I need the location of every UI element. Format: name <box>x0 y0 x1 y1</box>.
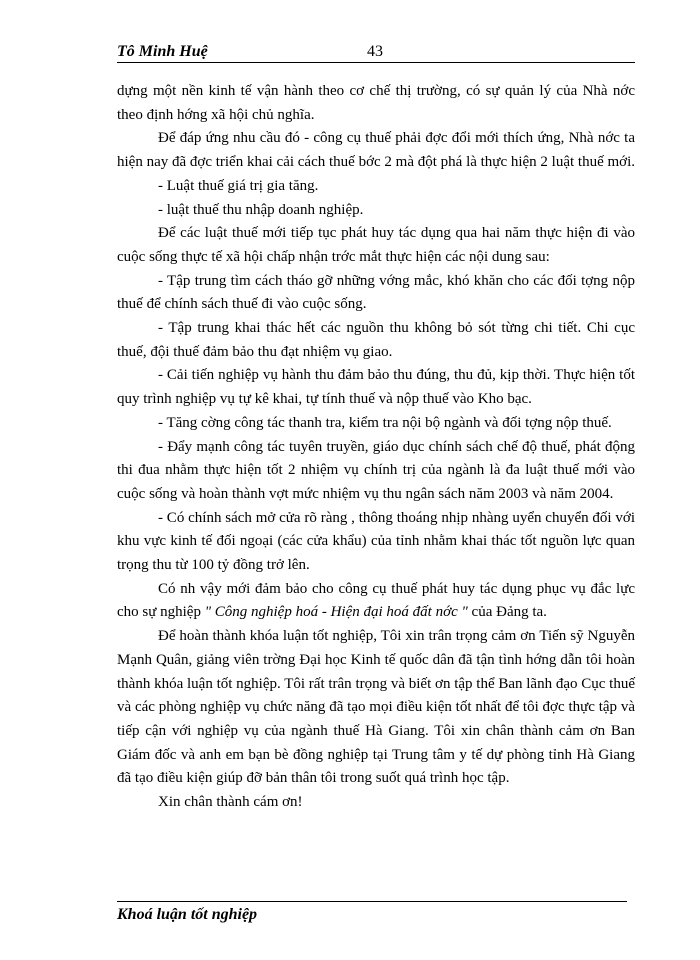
paragraph-acknowledgement: Để hoàn thành khóa luận tốt nghiệp, Tôi xin trân trọng cảm ơn Tiến sỹ Nguyễn Mạnh Quân, giảng viên trờng Đại học Kinh tế quốc dân đã tận tình hớng dẫn tôi hoàn thành khóa luận tốt nghiệp. Tôi rất trân trọng và biết ơn tập thể Ban lãnh đạo Cục thuế và các phòng nghiệp vụ chức năng đã tạo mọi điều kiện tốt nhất để tôi đợc thực tập và tiếp cận với nghiệp vụ của ngành thuế Hà Giang. Tôi xin chân thành cảm ơn Ban Giám đốc và anh em bạn bè đồng nghiệp tại Trung tâm y tế dự phòng tỉnh Hà Giang đã tạo điều kiện giúp đỡ bản thân tôi trong suốt quá trình học tập. <box>117 628 635 787</box>
paragraph-8: - Cải tiến nghiệp vụ hành thu đảm bảo thu đúng, thu đủ, kịp thời. Thực hiện tốt quy trình nghiệp vụ tự kê khai, tự tính thuế và nộp thuế vào Kho bạc. <box>117 367 635 408</box>
paragraph-4: - luật thuế thu nhập doanh nghiệp. <box>158 201 364 218</box>
paragraph-2: Để đáp ứng nhu cầu đó - công cụ thuế phải đợc đổi mới thích ứng, Nhà nớc ta hiện nay đã đợc triển khai cải cách thuế bớc 2 mà đột phá là thực hiện 2 luật thuế mới. <box>117 130 636 171</box>
paragraph-1: dựng một nền kinh tế vận hành theo cơ chế thị trường, có sự quản lý của Nhà nớc theo định hớng xã hội chủ nghĩa. <box>117 83 635 123</box>
page-number: 43 <box>367 43 383 60</box>
document-body <box>117 80 635 815</box>
paragraph-11: - Có chính sách mở cửa rõ ràng , thông thoáng nhịp nhàng uyển chuyển đối với khu vực kinh tế đối ngoại (các cửa khẩu) của tỉnh nhằm khai thác tốt nguồn lực quan trọng thu từ 100 tỷ đồng trở lên. <box>117 509 635 574</box>
quote-italic: " Công nghiệp hoá - Hiện đại hoá đất nớc " <box>204 604 468 621</box>
footer-text: Khoá luận tốt nghiệp <box>117 906 258 923</box>
page-footer <box>117 901 627 923</box>
paragraph-5: Để các luật thuế mới tiếp tục phát huy tác dụng qua hai năm thực hiện đi vào cuộc sống thực tế xã hội chấp nhận trớc mắt thực hiện các nội dung sau: <box>117 225 635 265</box>
paragraph-9: - Tăng cờng công tác thanh tra, kiểm tra nội bộ ngành và đối tợng nộp thuế. <box>158 414 612 431</box>
quote-after: của Đảng ta. <box>467 604 547 621</box>
paragraph-3: - Luật thuế giá trị gia tăng. <box>158 177 319 194</box>
paragraph-thanks: Xin chân thành cám ơn! <box>158 794 303 811</box>
paragraph-6: - Tập trung tìm cách tháo gỡ những vớng mắc, khó khăn cho các đối tợng nộp thuế để chính sách thuế đi vào cuộc sống. <box>117 272 635 313</box>
paragraph-7: - Tập trung khai thác hết các nguồn thu không bỏ sót từng chi tiết. Chi cục thuế, đội thuế đảm bảo thu đạt nhiệm vụ giao. <box>117 320 635 360</box>
quote-before: Có nh vậy mới đảm bảo cho công cụ thuế phát huy tác dụng phục vụ đắc lực cho sự nghiệp <box>117 580 635 621</box>
paragraph-10: - Đẩy mạnh công tác tuyên truyền, giáo dục chính sách chế độ thuế, phát động thi đua nhằm thực hiện tốt 2 nhiệm vụ chính trị của ngành là đa luật thuế mới vào cuộc sống và hoàn thành vợt mức nhiệm vụ thu ngân sách năm 2003 và năm 2004. <box>117 438 635 502</box>
page-header <box>117 42 635 63</box>
paragraph-quote <box>117 578 635 625</box>
header-author: Tô Minh Huệ <box>117 43 208 60</box>
